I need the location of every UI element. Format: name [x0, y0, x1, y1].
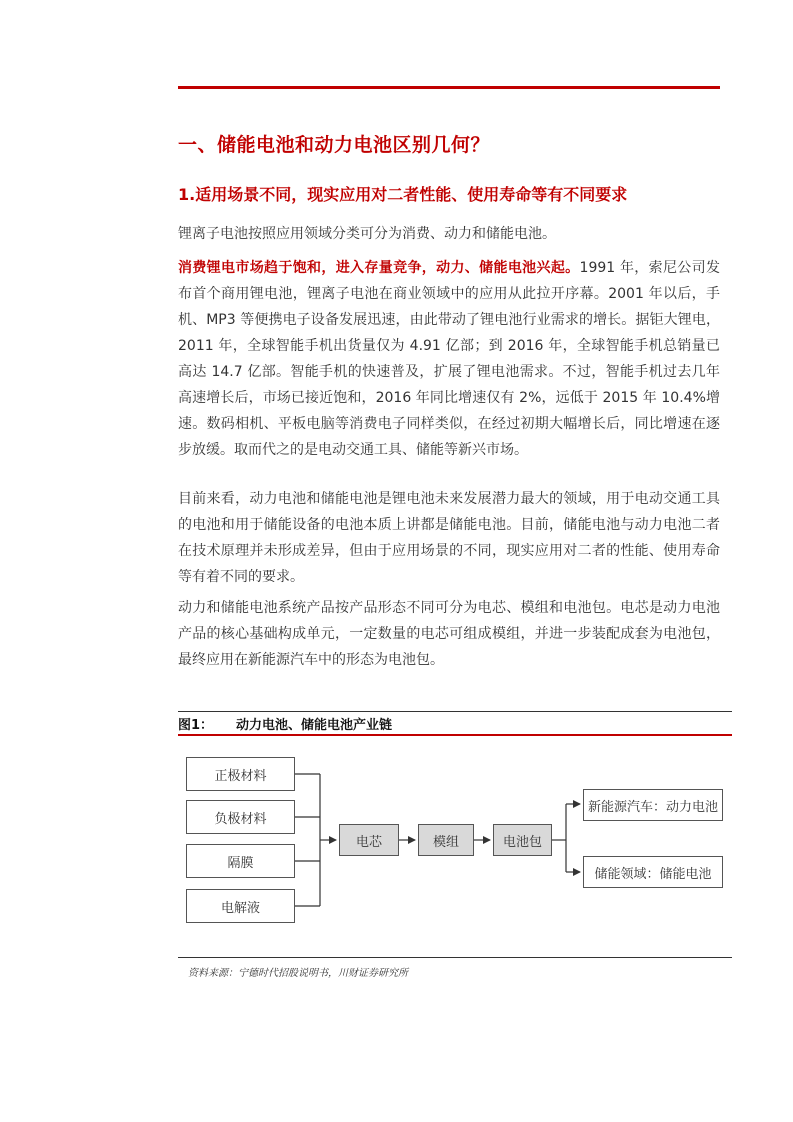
material-negative-electrode: 负极材料: [186, 800, 295, 834]
paragraph-forms: 动力和储能电池系统产品按产品形态不同可分为电芯、模组和电池包。电芯是动力电池产品的核心基础构成单元，一定数量的电芯可组成模组，并进一步装配成套为电池包，最终应用在新能源汽车中的形态为电池包。: [178, 600, 720, 668]
chain-cell: 电芯: [339, 824, 399, 856]
paragraph-market-lead: 消费锂电市场趋于饱和，进入存量竞争，动力、储能电池兴起。: [178, 260, 580, 276]
figure-number: 图1：: [178, 718, 214, 733]
chain-module: 模组: [418, 824, 474, 856]
figure-title-rule: [178, 734, 732, 736]
figure-top-rule: [178, 711, 732, 712]
paragraph-intro: 锂离子电池按照应用领域分类可分为消费、动力和储能电池。: [178, 226, 556, 242]
application-ev: 新能源汽车：动力电池: [583, 789, 723, 821]
chain-pack: 电池包: [493, 824, 552, 856]
application-energy-storage: 储能领域：储能电池: [583, 856, 723, 888]
section-heading: 一、储能电池和动力电池区别几何？: [178, 134, 491, 156]
subsection-heading: 1.适用场景不同，现实应用对二者性能、使用寿命等有不同要求: [178, 185, 628, 204]
figure-bottom-rule: [178, 957, 732, 958]
paragraph-outlook: 目前来看，动力电池和储能电池是锂电池未来发展潜力最大的领域，用于电动交通工具的电池和用于储能设备的电池本质上讲都是储能电池。目前，储能电池与动力电池二者在技术原理并未形成差异，但由于应用场景的不同，现实应用对二者的性能、使用寿命等有着不同的要求。: [178, 491, 720, 585]
material-positive-electrode: 正极材料: [186, 757, 295, 791]
paragraph-market: [178, 255, 720, 463]
figure-caption: 动力电池、储能电池产业链: [236, 718, 393, 733]
material-separator: 隔膜: [186, 844, 295, 878]
paragraph-market-body: 1991 年，索尼公司发布首个商用锂电池，锂离子电池在商业领域中的应用从此拉开序幕。2001 年以后，手机、MP3 等便携电子设备发展迅速，由此带动了锂电池行业需求的增长。据钜大锂电，2011 年，全球智能手机出货量仅为 4.91 亿部；到 2016 年，全球智能手机总销量已高达 14.7 亿部。智能手机的快速普及，扩展了锂电池需求。不过，智能手机过去几年高速增长后，市场已接近饱和，2016 年同比增速仅有 2%，远低于 2015 年 10.4%增速。数码相机、平板电脑等消费电子同样类似，在经过初期大幅增长后，同比增速在逐步放缓。取而代之的是电动交通工具、储能等新兴市场。: [178, 260, 720, 458]
header-rule: [178, 86, 720, 89]
material-electrolyte: 电解液: [186, 889, 295, 923]
industry-chain-diagram: [178, 740, 738, 950]
figure-source: 资料来源：宁德时代招股说明书，川财证券研究所: [188, 968, 408, 979]
figure-title: [178, 714, 392, 733]
